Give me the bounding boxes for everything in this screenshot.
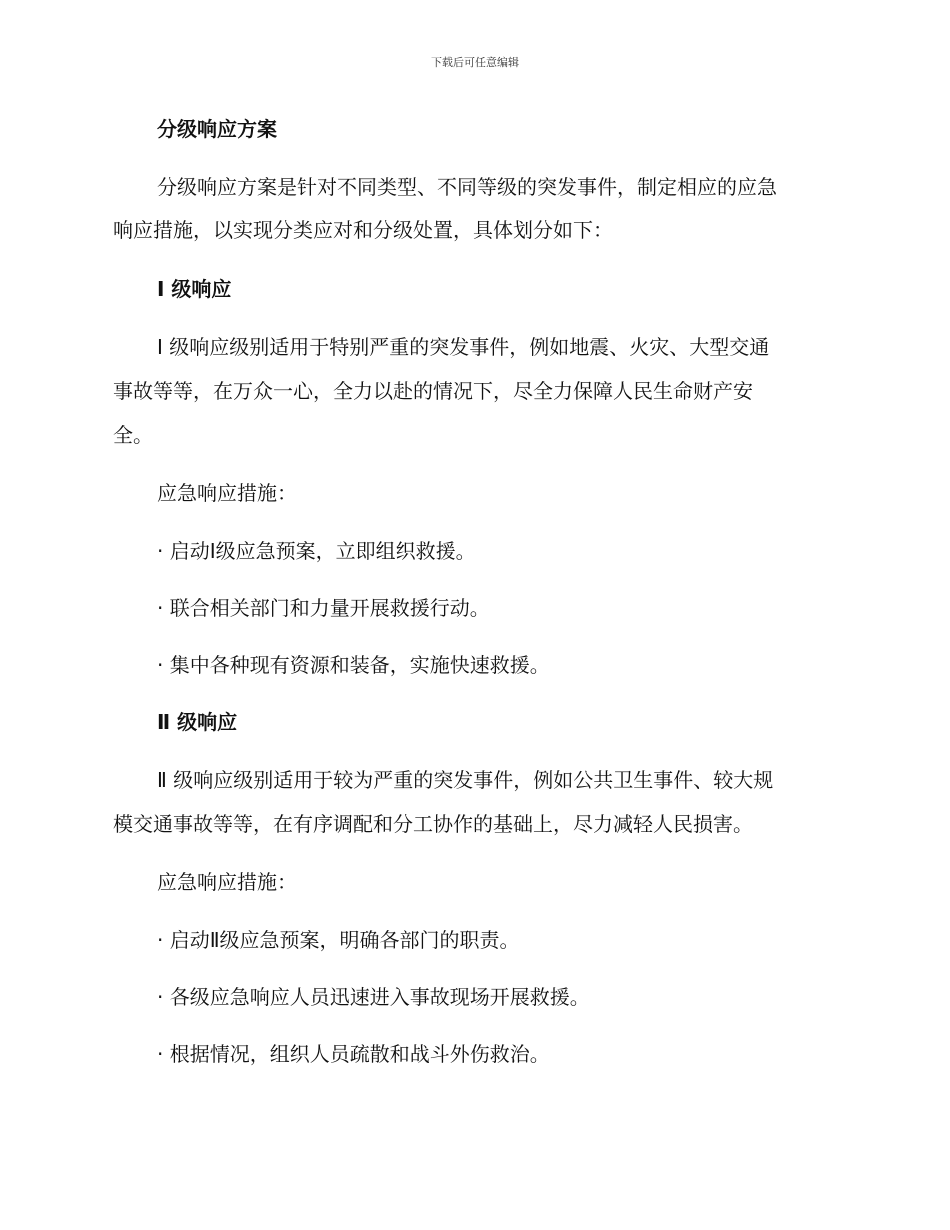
level2-desc-line-2: 模交通事故等等，在有序调配和分工协作的基础上，尽力减轻人民损害。 bbox=[113, 812, 753, 836]
level1-heading: Ⅰ 级响应 bbox=[157, 277, 232, 301]
document-title: 分级响应方案 bbox=[157, 117, 277, 141]
level2-heading: Ⅱ 级响应 bbox=[157, 710, 238, 734]
level2-measures-label: 应急响应措施： bbox=[157, 870, 297, 894]
level1-measure-item: · 联合相关部门和力量开展救援行动。 bbox=[157, 596, 490, 620]
level1-measure-item: · 集中各种现有资源和装备，实施快速救援。 bbox=[157, 653, 550, 677]
intro-line-1: 分级响应方案是针对不同类型、不同等级的突发事件，制定相应的应急 bbox=[157, 175, 777, 199]
intro-line-2: 响应措施，以实现分类应对和分级处置，具体划分如下： bbox=[113, 218, 613, 242]
level1-desc-line-1: Ⅰ 级响应级别适用于特别严重的突发事件，例如地震、火灾、大型交通 bbox=[157, 335, 770, 359]
level2-measure-item: · 启动Ⅱ级应急预案，明确各部门的职责。 bbox=[157, 928, 520, 952]
level2-measure-item: · 各级应急响应人员迅速进入事故现场开展救援。 bbox=[157, 985, 590, 1009]
level2-desc-line-1: Ⅱ 级响应级别适用于较为严重的突发事件，例如公共卫生事件、较大规 bbox=[157, 768, 774, 792]
level1-desc-line-3: 全。 bbox=[113, 423, 153, 447]
page-header: 下载后可任意编辑 bbox=[431, 56, 519, 69]
level1-measures-label: 应急响应措施： bbox=[157, 481, 297, 505]
level1-measure-item: · 启动Ⅰ级应急预案，立即组织救援。 bbox=[157, 539, 476, 563]
level1-desc-line-2: 事故等等，在万众一心，全力以赴的情况下，尽全力保障人民生命财产安 bbox=[113, 379, 753, 403]
level2-measure-item: · 根据情况，组织人员疏散和战斗外伤救治。 bbox=[157, 1042, 550, 1066]
